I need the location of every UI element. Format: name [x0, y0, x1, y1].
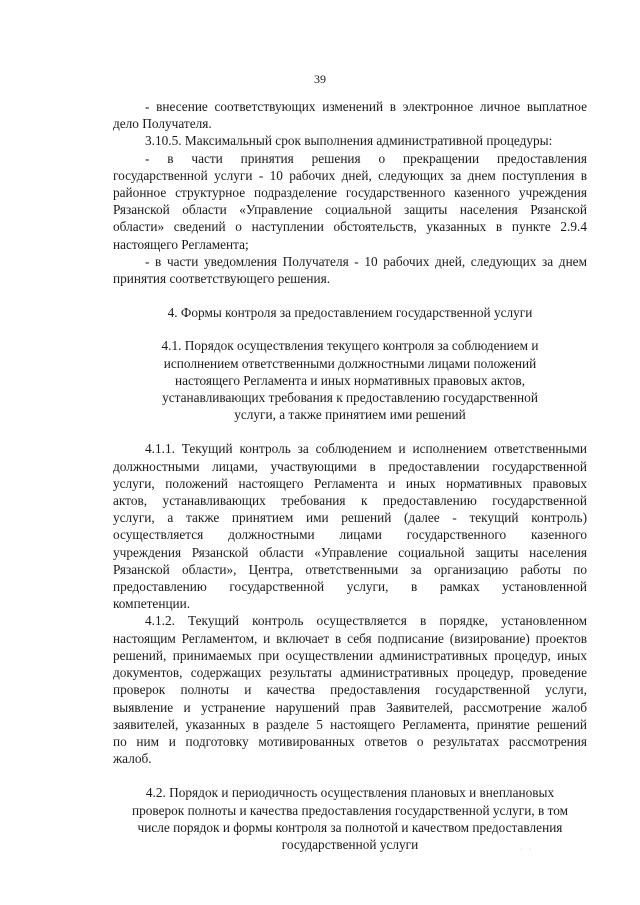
text-line: документов, содержащих результаты административных процедур, проведение [113, 665, 587, 681]
text-line: - в части принятия решения о прекращении предоставления [145, 150, 587, 166]
paragraph-4-1-2 [113, 612, 587, 767]
text-line: дело Получателя. [113, 116, 212, 132]
text-line: должностными лицами, участвующими в предоставлении государственной [113, 458, 587, 474]
text-line: 3.10.5. Максимальный срок выполнения административной процедуры: [145, 133, 553, 149]
text-line: проверок полноты и качества предоставления государственной услуги, [113, 682, 587, 698]
heading-line: настоящего Регламента и иных нормативных правовых актов, [174, 372, 526, 388]
text-line: по ним и подготовку мотивированных ответов о результатах рассмотрения [113, 733, 587, 749]
text-line: решений, принимаемых при осуществлении административных процедур, иных [113, 647, 587, 663]
paragraph-change-record [113, 98, 587, 132]
text-line: предоставлению государственной услуги, в рамках установленной [113, 579, 587, 595]
page-number: 39 [314, 72, 326, 86]
text-line: принятия соответствующего решения. [113, 271, 331, 287]
paragraph-notification-term [113, 253, 587, 287]
text-line: осуществляется должностными лицами государственного казенного [113, 527, 587, 543]
text-line: заявителей, указанных в разделе 5 настоящего Регламента, принятие решений [113, 716, 587, 732]
text-line: выявление и устранение нарушений прав Заявителей, рассмотрение жалоб [113, 699, 587, 715]
text-line: 4.1.2. Текущий контроль осуществляется в порядке, установленном [145, 613, 587, 629]
heading-line: государственной услуги [281, 836, 419, 852]
text-line: 4.1.1. Текущий контроль за соблюдением и исполнением ответственными [145, 441, 587, 457]
text-line: государственной услуги - 10 рабочих дней, следующих за днем поступления в [113, 167, 587, 183]
section-4-heading [113, 304, 587, 321]
heading-line: числе порядок и формы контроля за полнотой и качеством предоставления [137, 819, 563, 835]
section-heading: 4. Формы контроля за предоставлением государственной услуги [167, 305, 533, 321]
document-body [113, 98, 587, 853]
scan-artifact: · · [520, 845, 534, 854]
text-line: услуги, а также принятием ими решений (далее - текущий контроль) [113, 510, 587, 526]
text-line: Рязанской области «Управление социальной защиты населения Рязанской [113, 202, 587, 218]
text-line: - внесение соответствующих изменений в электронное личное выплатное [145, 99, 587, 114]
heading-line: проверок полноты и качества предоставления государственной услуги, в том [131, 802, 569, 818]
heading-line: устанавливающих требования к предоставлению государственной [162, 390, 538, 406]
subsection-4-1-heading [113, 337, 587, 423]
text-line: учреждения Рязанской области «Управление социальной защиты населения [113, 544, 587, 560]
text-line: области» сведений о наступлении обстоятельств, указанных в пункте 2.9.4 [113, 219, 587, 235]
subsection-4-2-heading [113, 784, 587, 853]
text-line: Рязанской области», Центра, ответственными за организацию работы по [113, 561, 587, 577]
text-line: услуги, положений настоящего Регламента и иных нормативных правовых [113, 475, 587, 491]
paragraph-3-10-5 [113, 132, 587, 149]
text-line: актов, устанавливающих требования к предоставлению государственной [113, 493, 587, 509]
paragraph-termination-term [113, 150, 587, 253]
text-line: настоящим Регламентом, и включает в себя подписание (визирование) проектов [113, 630, 587, 646]
heading-line: исполнением ответственными должностными лицами положений [163, 355, 537, 371]
text-line: компетенции. [113, 596, 191, 612]
text-line: - в части уведомления Получателя - 10 рабочих дней, следующих за днем [145, 253, 587, 269]
heading-line: 4.1. Порядок осуществления текущего контроля за соблюдением и [161, 338, 539, 354]
heading-line: 4.2. Порядок и периодичность осуществления плановых и внеплановых [145, 785, 555, 801]
text-line: районное структурное подразделение государственного казенного учреждения [113, 185, 587, 201]
paragraph-4-1-1 [113, 440, 587, 612]
text-line: жалоб. [113, 751, 152, 767]
heading-line: услуги, а также принятием ими решений [234, 407, 466, 423]
text-line: настоящего Регламента; [113, 236, 249, 252]
